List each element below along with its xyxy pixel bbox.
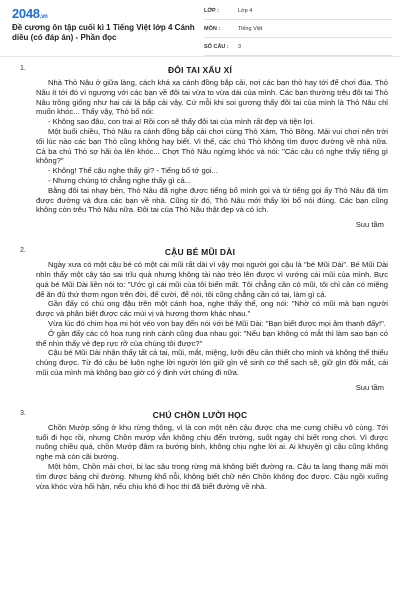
meta-label: SỐ CÂU : xyxy=(204,43,229,50)
story-body xyxy=(12,423,388,492)
item-gap xyxy=(12,229,388,247)
meta-value: Tiếng Việt xyxy=(238,25,263,32)
story-paragraph: Gần đấy có chú ong đậu trên một cánh hoa, nghe thấy thế, ong nói: "Nhờ có mũi mà bạn người được và phân biệt được các mùi vị và hương thơm khác nhau." xyxy=(36,299,388,319)
item-number: 2. xyxy=(20,247,26,255)
question-item xyxy=(12,65,388,229)
item-number: 3. xyxy=(20,409,26,417)
story-paragraph: Vừa lúc đó chim họa mi hót véo von bay đến nói với bé Mũi Dài: "Bạn biết được mọi âm thanh đấy!". xyxy=(48,318,386,328)
document-title: Đề cương ôn tập cuối kì 1 Tiếng Việt lớp 4 Cánh diều (có đáp án) - Phần đọc xyxy=(12,23,195,42)
meta-value: Lớp 4 xyxy=(238,7,253,14)
story-paragraph: Bằng đôi tai nhạy bén, Thỏ Nâu đã nghe được tiếng bố mình gọi và từ tiếng gọi ấy Thỏ Nâu đã tìm được đường và đưa các bạn về nhà. Cũng từ đó, Thỏ Nâu mới thấy lời bố nói đúng. Các bạn cũng không còn trêu Thỏ Nâu nữa. Đôi tai của Thỏ Nâu thật đẹp và có ích. xyxy=(36,185,388,215)
story-paragraph: Nhà Thỏ Nâu ở giữa làng, cách khá xa cánh đồng bắp cải, nơi các bạn thỏ hay tới để chơi đùa. Thỏ Nâu ít tới đó vì ngượng với các bạn về đôi tai vừa to vừa dài của mình. Các bạn thường trêu đôi tai Thỏ Nâu trông giống như hai cái lá bắp cải vậy. Cứ mỗi khi soi gương thấy đôi tai của mình là Thỏ Nâu chỉ muốn khóc... Thấy vậy, Thỏ bố nói: xyxy=(36,78,388,117)
story-paragraph: Một buổi chiều, Thỏ Nâu ra cánh đồng bắp cải chơi cùng Thỏ Xám, Thỏ Bông. Mải vui chơi nên trời tối lúc nào các bạn Thỏ cũng không hay biết. Vì thế, các chú Thỏ không tìm được đường về nhà nữa. Cả ba chú Thỏ sợ hãi òa lên khóc... Chợt Thỏ Nâu ngừng khóc và nói: "Các cậu có nghe thấy tiếng gì không?" xyxy=(36,126,388,166)
meta-row xyxy=(204,20,392,38)
document-content xyxy=(0,57,400,491)
source-credit: Suu tầm xyxy=(355,220,384,230)
story-paragraph: - Không! Thế cậu nghe thấy gì? - Tiếng bố tớ gọi... xyxy=(48,166,218,176)
question-item xyxy=(12,410,388,492)
logo-suffix: .vn xyxy=(39,14,48,20)
meta-table xyxy=(204,2,392,56)
story-paragraph: Cậu bé Mũi Dài nhận thấy tất cả tai, mũi, mắt, miệng, lưỡi đều cần thiết cho mình và không thể thiếu chúng được. Từ đó cậu bé luôn nghe lời người lớn giữ gìn vệ sinh cơ thể sạch sẽ, giữ gìn đôi mắt, cái mũi của mình mà không bao giờ có ý định vứt chúng đi nữa. xyxy=(36,348,388,377)
source-credit: Suu tầm xyxy=(355,382,384,392)
site-logo[interactable] xyxy=(12,6,200,21)
question-item xyxy=(12,247,388,392)
story-paragraph: Ngày xưa có một cậu bé có một cái mũi rất dài vì vậy mọi người gọi cậu là "bé Mũi Dài". Bé Mũi Dài nhìn thấy một cây táo sai trĩu quả nhưng không tài nào trèo lên được vì vướng cái mũi của mình. Bực quá bé Mũi Dài liền nói to: "Ước gì cái mũi của tôi biến mất. Tôi chẳng cần có mũi, tôi chỉ cần có miệng để ăn đủ thứ thơm ngon trên đời, để cười, để nói, tôi cũng chẳng cần có tai, làm gì cả. xyxy=(36,260,388,299)
story-body xyxy=(12,260,388,378)
story-title: CHÚ CHỒN LƯỜI HỌC xyxy=(152,409,248,420)
story-paragraph: - Nhưng chúng tớ chẳng nghe thấy gì cả... xyxy=(48,175,192,185)
meta-row xyxy=(204,2,392,20)
story-paragraph: Một hôm, Chồn mải chơi, bị lạc sâu trong rừng mà không biết đường ra. Cậu ta lang thang mãi mới tìm được bảng chỉ đường. Nhưng khổ nỗi, không biết chữ nên Chồn không đọc được. Cậu ngồi xuống vừa khóc vừa hối hận, nếu chịu khó đi học thì đã biết đường về nhà. xyxy=(36,461,388,491)
meta-value: 3 xyxy=(238,43,242,50)
story-paragraph: - Không sao đâu, con trai ạ! Rồi con sẽ thấy đôi tai của mình rất đẹp và tiện lợi. xyxy=(48,117,315,127)
item-number: 1. xyxy=(20,65,26,72)
brand-block xyxy=(0,0,200,56)
story-title: CẬU BÉ MŨI DÀI xyxy=(164,247,236,258)
story-body xyxy=(12,78,388,215)
story-paragraph: Ở gần đấy các cô hoa rung rinh cánh cũng đua nhau gọi: "Nếu bạn không có mắt thì làm sao bạn có thể nhìn thấy vẻ đẹp rực rỡ của chúng tôi được?" xyxy=(36,328,388,348)
story-paragraph: Chồn Mướp sống ở khu rừng thông, vì là con một nên cậu được cha mẹ cưng chiều vô cùng. Tới tuổi đi học rồi, nhưng Chồn mướp vẫn không chịu đến trường, suốt ngày chỉ biết rong chơi. Vì được nuông chiều quá, chồn Mướp đâm ra bướng bỉnh, không chịu nghe lời ai. Ai khuyên gì cậu cũng không nghe mà còn cãi bướng. xyxy=(36,422,388,462)
meta-label: LỚP : xyxy=(204,7,219,14)
page-header xyxy=(0,0,400,57)
logo-main: 2048 xyxy=(12,6,40,21)
meta-label: MÔN : xyxy=(204,25,221,32)
item-gap xyxy=(12,392,388,410)
story-title: ĐÔI TAI XẤU XÍ xyxy=(167,65,233,75)
meta-row xyxy=(204,38,392,56)
